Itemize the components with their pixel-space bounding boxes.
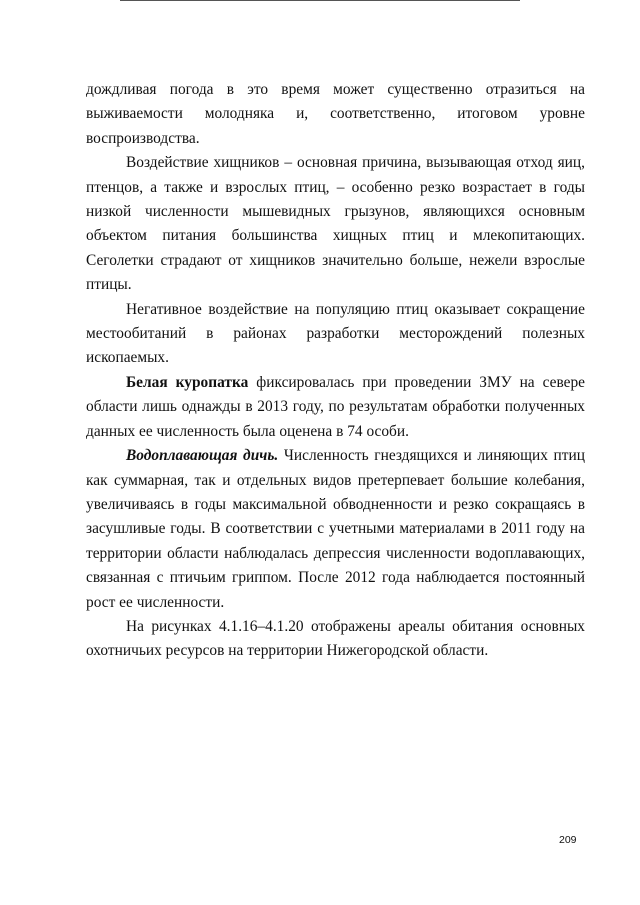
top-rule [120,0,520,1]
page-body [86,78,585,664]
paragraph-1-text: дождливая погода в это время может существенно отразиться на выживаемости молодняка и, соответственно, итоговом уровне воспроизводства. [86,81,585,147]
paragraph-5-text: Численность гнездящихся и линяющих птиц как суммарная, так и отдельных видов претерпевает большие колебания, увеличиваясь в годы максимальной обводненности и резко сокращаясь в засушливые годы. В соответствии с учетными материалами в 2011 году на территории области наблюдалась депрессия численности водоплавающих, связанная с птичьим гриппом. После 2012 года наблюдается постоянный рост ее численности. [86,447,585,611]
paragraph-2-text: Воздействие хищников – основная причина, вызывающая отход яиц, птенцов, а также и взрослых птиц, – особенно резко возрастает в годы низкой численности мышевидных грызунов, являющихся основным объектом питания большинства хищных птиц и млекопитающих. Сеголетки страдают от хищников значительно больше, нежели взрослые птицы. [86,154,585,294]
paragraph-6-text: На рисунках 4.1.16–4.1.20 отображены ареалы обитания основных охотничьих ресурсов на территории Нижегородской области. [86,617,585,660]
paragraph-4 [86,371,585,444]
paragraph-5-lead: Водоплавающая дичь. [126,447,279,465]
paragraph-5 [86,444,585,615]
paragraph-4-text: фиксировалась при проведении ЗМУ на севере области лишь однажды в 2013 году, по результатам обработки полученных данных ее численность была оценена в 74 особи. [86,373,585,440]
paragraph-3-text: Негативное воздействие на популяцию птиц оказывает сокращение местообитаний в районах разработки месторождений полезных ископаемых. [86,300,585,367]
paragraph-4-lead: Белая куропатка [126,373,249,391]
page-number: 209 [559,834,577,846]
paragraph-6 [86,615,585,664]
paragraph-1 [86,78,585,151]
paragraph-2 [86,151,585,297]
paragraph-3 [86,298,585,371]
